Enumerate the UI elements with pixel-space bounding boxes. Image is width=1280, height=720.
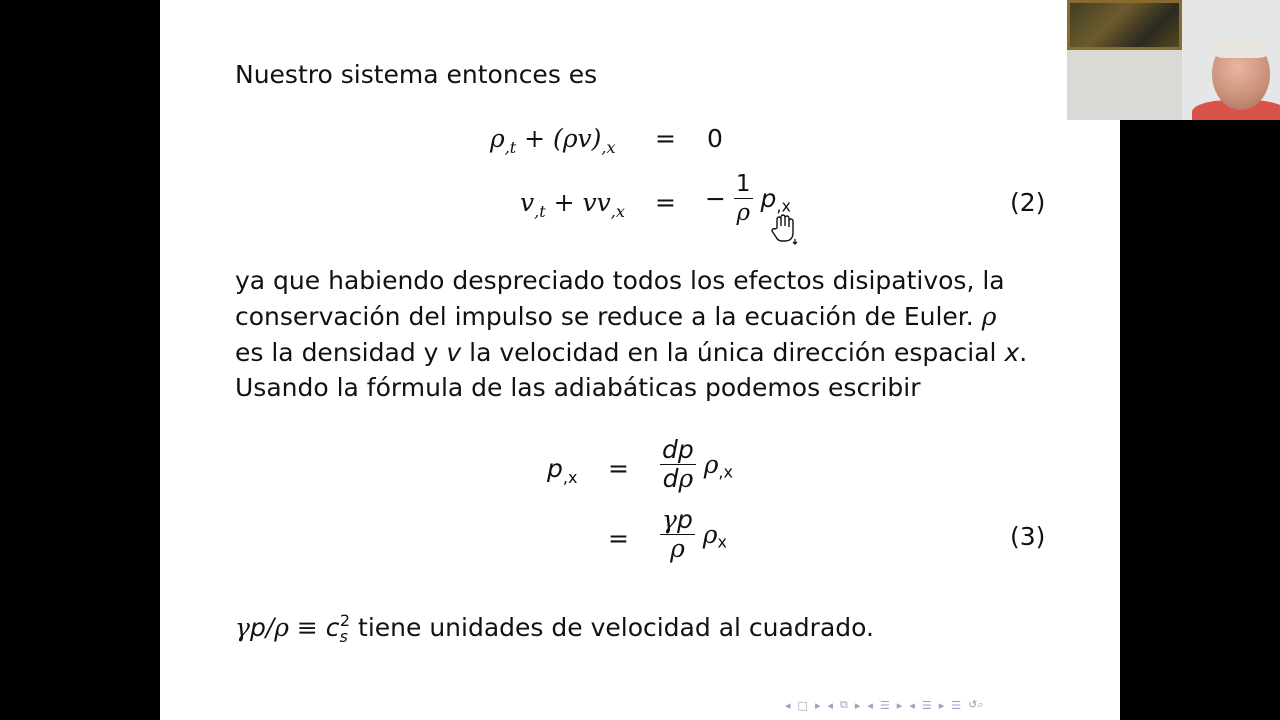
- prev-section-icon[interactable]: ◂: [867, 698, 873, 712]
- toc-icon[interactable]: ☰: [951, 698, 962, 712]
- final-line-text: tiene unidades de velocidad al cuadrado.: [358, 613, 874, 642]
- part-icon[interactable]: ☰: [921, 698, 932, 712]
- webcam-painting-frame: [1067, 0, 1182, 50]
- final-line: [235, 603, 874, 655]
- eq-euler-rhs: − $\frac{1}{\rho}$ $p_{,x}$: [705, 171, 791, 226]
- next-frame-icon[interactable]: ▸: [814, 698, 821, 712]
- paragraph-line-1: ya que habiendo despreciado todos los efectos disipativos, la: [235, 266, 1005, 295]
- rho-symbol: ρ: [981, 302, 997, 331]
- search-icon[interactable]: ↺⌕: [968, 698, 984, 711]
- eq3-equals-2: =: [608, 524, 629, 553]
- section-icon[interactable]: ☰: [879, 698, 890, 712]
- eq-euler-lhs: $v_{,t} + vv_{,x}$: [520, 188, 625, 221]
- eq3-rhs-2: $\frac{\gamma p}{\rho}$ $\rho_x$: [662, 505, 727, 563]
- paragraph-line-2: [235, 299, 996, 335]
- first-frame-icon[interactable]: ◂: [785, 698, 791, 712]
- eq-continuity-equals: =: [655, 124, 676, 153]
- paragraph-line-3: es la densidad y v la velocidad en la única dirección espacial x.: [235, 338, 1028, 367]
- paragraph-line-4: Usando la fórmula de las adiabáticas podemos escribir: [235, 373, 921, 402]
- v-symbol: v: [446, 338, 462, 367]
- beamer-navigation: [785, 697, 984, 713]
- prev-frame-icon[interactable]: □: [797, 698, 808, 712]
- eq-continuity-lhs: $\rho_{,t} + (\rho v)_{,x}$: [490, 124, 616, 157]
- next-part-icon[interactable]: ▸: [938, 698, 945, 712]
- equation-number-3: (3): [1010, 522, 1046, 551]
- paragraph-line-2-text: conservación del impulso se reduce a la ecuación de Euler.: [235, 302, 974, 331]
- eq3-lhs: $p_{,x}$: [547, 454, 578, 487]
- x-symbol: x: [1004, 338, 1020, 367]
- eq-continuity-rhs: 0: [707, 124, 723, 153]
- webcam-video: [1067, 0, 1280, 120]
- hand-cursor-icon: [771, 214, 799, 246]
- subsection-icon[interactable]: ⧉: [840, 698, 848, 711]
- equation-number-2: (2): [1010, 188, 1046, 217]
- prev-subsection-icon[interactable]: ◂: [827, 698, 833, 712]
- slide: [160, 0, 1120, 720]
- paragraph-line-3a: es la densidad y: [235, 338, 439, 367]
- next-section-icon[interactable]: ▸: [896, 698, 903, 712]
- next-subsection-icon[interactable]: ▸: [854, 698, 861, 712]
- eq3-equals-1: =: [608, 454, 629, 483]
- intro-text: Nuestro sistema entonces es: [235, 60, 598, 89]
- prev-part-icon[interactable]: ◂: [909, 698, 915, 712]
- webcam-presenter-hair: [1214, 36, 1268, 58]
- sound-speed-definition: $\gamma p/\rho \equiv c_s^2$: [235, 611, 351, 646]
- eq-euler-equals: =: [655, 188, 676, 217]
- eq3-rhs-1: $\frac{dp}{d\rho}$ $\rho_{,x}$: [662, 435, 733, 493]
- paragraph-line-3b: la velocidad en la única dirección espacial: [469, 338, 997, 367]
